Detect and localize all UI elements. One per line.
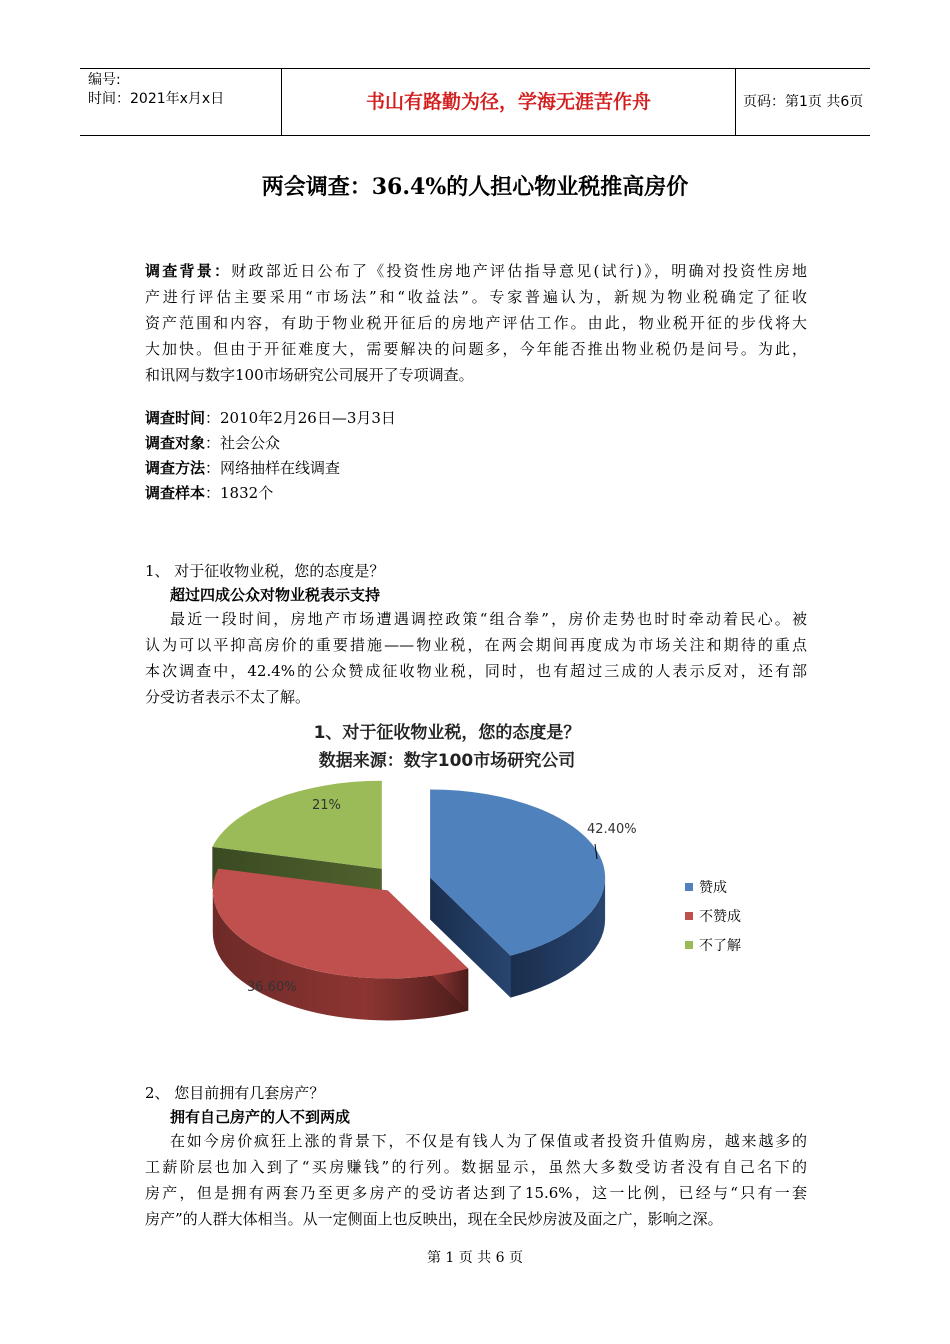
section2-paragraph: [145, 1128, 807, 1232]
background-paragraph: [145, 258, 807, 388]
meta-target: 调查对象：社会公众: [145, 434, 281, 452]
section1-subtitle: 超过四成公众对物业税表示支持: [170, 586, 381, 604]
section1-paragraph: [145, 606, 807, 710]
section2-line-0: 在如今房价疯狂上涨的背景下，不仅是有钱人为了保值或者投资升值购房，越来越多的: [170, 1132, 807, 1150]
survey-meta: [145, 406, 396, 506]
section2-line-1: 工薪阶层也加入到了“买房赚钱”的行列。数据显示，虽然大多数受访者没有自己名下的: [145, 1158, 807, 1176]
time-label: 时间：2021年x月x日: [88, 91, 225, 107]
question-1: 1、 对于征收物业税，您的态度是？: [145, 562, 385, 580]
section2-subtitle: 拥有自己房产的人不到两成: [170, 1108, 351, 1126]
meta-time: 调查时间：2010年2月26日—3月3日: [145, 409, 396, 427]
chart-subtitle: 数据来源：数字100市场研究公司: [318, 751, 576, 771]
section1-line-1: 认为可以平抑高房价的重要措施——物业税，在两会期间再度成为市场关注和期待的重点: [145, 636, 807, 654]
section2-line-2: 房产，但是拥有两套乃至更多房产的受访者达到了15.6%，这一比例，已经与“只有一套: [145, 1184, 807, 1202]
number-label: 编号:: [88, 72, 121, 88]
background-line-1: 产进行评估主要采用“市场法”和“收益法”。专家普遍认为，新规为物业税确定了征收: [145, 288, 807, 306]
section1-line-3: 分受访者表示不太了解。: [145, 688, 311, 706]
legend-swatch: [685, 912, 693, 920]
background-label: 调查背景：: [145, 262, 232, 280]
slice-label-0: 42.40%: [587, 822, 637, 837]
meta-method: 调查方法：网络抽样在线调查: [145, 459, 341, 477]
pie-svg: [187, 712, 687, 1052]
legend-swatch: [685, 883, 693, 891]
header-left-cell: [80, 69, 282, 135]
background-line-0: 调查背景：财政部近日公布了《投资性房地产评估指导意见(试行)》，明确对投资性房地: [145, 262, 807, 280]
slice-label-1: 36.60%: [247, 980, 297, 995]
section2-line-3: 房产”的人群大体相当。从一定侧面上也反映出，现在全民炒房波及面之广，影响之深。: [145, 1210, 723, 1228]
page-footer: 第 1 页 共 6 页: [426, 1250, 524, 1266]
legend-item-2: 不了解: [685, 930, 741, 959]
section1-line-2: 本次调查中，42.4%的公众赞成征收物业税，同时，也有超过三成的人表示反对，还有部: [145, 662, 807, 680]
header-table: [80, 68, 870, 136]
meta-sample: 调查样本：1832个: [145, 484, 274, 502]
chart-legend: [685, 872, 741, 959]
legend-swatch: [685, 941, 693, 949]
chart-title: 1、对于征收物业税，您的态度是？: [313, 723, 581, 743]
question-2: 2、 您目前拥有几套房产？: [145, 1084, 325, 1102]
page-info: 页码：第1页 共6页: [743, 94, 864, 110]
background-line-2: 资产范围和内容，有助于物业税开征后的房地产评估工作。由此，物业税开征的步伐将大: [145, 314, 807, 332]
background-line-4: 和讯网与数字100市场研究公司展开了专项调查。: [145, 366, 474, 384]
section1-line-0: 最近一段时间，房地产市场遭遇调控政策“组合拳”，房价走势也时时牵动着民心。被: [170, 610, 807, 628]
slice-label-2: 21%: [312, 798, 341, 813]
pie-chart: [187, 712, 747, 1052]
document-title: 两会调查：36.4%的人担心物业税推高房价: [261, 174, 689, 200]
motto: 书山有路勤为径，学海无涯苦作舟: [282, 69, 736, 135]
legend-item-1: 不赞成: [685, 901, 741, 930]
background-line-3: 大加快。但由于开征难度大，需要解决的问题多，今年能否推出物业税仍是问号。为此，: [145, 340, 807, 358]
legend-item-0: 赞成: [685, 872, 741, 901]
